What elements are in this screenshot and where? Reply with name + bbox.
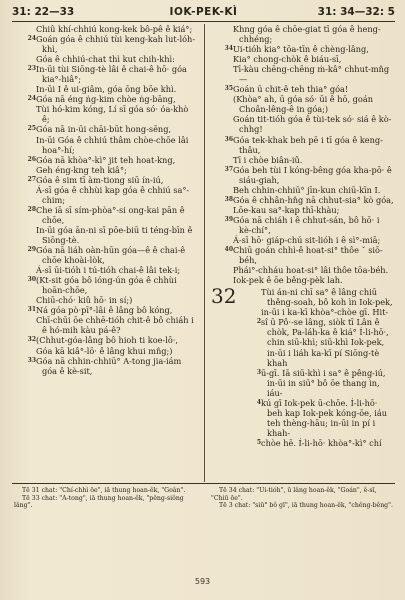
verse-number: 30 — [27, 276, 36, 284]
verse-text: Kia° chong-chòk ê biáu-sī, — [233, 54, 342, 65]
verse-line — [14, 94, 197, 104]
verse-line — [211, 165, 394, 185]
verse-text: Góa nā chhin-chhiū° A-tong jia-iám góa ê kè-sit, — [36, 355, 182, 376]
verse-text: Chī-chūi ōe chhē-tióh chit-ê bô chiáh i ê hó-mih kàu pá-ê? — [36, 315, 194, 336]
verse-line — [239, 368, 394, 398]
chapter-verses — [239, 287, 394, 448]
verse-number: 36 — [224, 135, 233, 143]
verse-number: 2 — [256, 318, 261, 326]
verse-text: Góa beh tùi I kóng-bêng góa kha-pō· ê siáu-giah, — [233, 164, 392, 185]
verse-line — [14, 155, 197, 165]
left-text-column — [14, 24, 197, 376]
verse-line — [14, 315, 197, 335]
verse-text: Ui-tióh kia° tōa-tīn ê chèng-lâng, — [233, 44, 369, 55]
verse-line — [239, 287, 394, 307]
running-header — [12, 6, 395, 22]
verse-line — [211, 245, 394, 265]
verse-text: Góa nā éng ṅg-kim chòe ṅg-bāng, — [36, 94, 176, 105]
verse-line — [211, 135, 394, 155]
right-column-verses — [211, 24, 394, 285]
verse-line — [211, 235, 394, 245]
verse-text: (Khòa° ah, ū góa só· ūi ê hō, goán Choân-lêng-ê in góa;) — [233, 94, 373, 115]
verse-text: Góa nā khòa°-kì° jit teh hoat-kng, — [36, 154, 176, 165]
verse-line — [14, 84, 197, 94]
verse-text: Góa nā chiáh i ê chhut-sán, bô hō· i kè-chí°, — [233, 214, 380, 235]
verse-line — [239, 398, 394, 438]
verse-number: 32 — [27, 336, 36, 344]
verse-line — [211, 114, 394, 134]
verse-line — [14, 225, 197, 245]
verse-number: 40 — [224, 246, 233, 254]
verse-line — [14, 175, 197, 185]
verse-text: Tùi hó-kim kóng, Lí sī góa só· óa-khò ê; — [36, 104, 189, 125]
header-right-reference: 31: 34—32: 5 — [317, 6, 395, 18]
chapter-number: 32 — [211, 284, 237, 309]
verse-text: Goán tit-tióh góa ê tùi-tek só· siá ê kò-chhg! — [233, 114, 392, 135]
verse-text: Lōe-kau sa°-kap thī-khàu; — [233, 204, 340, 215]
verse-line — [211, 155, 394, 165]
verse-text: Geh éng-kng teh kiâ°; — [36, 164, 127, 175]
verse-number: 35 — [224, 85, 233, 93]
verse-line — [14, 335, 197, 345]
verse-text: In-ūi tùi Siōng-tè lâi ê chai-ê hō· góa kia°-hiâ°; — [36, 64, 187, 85]
verse-text: sî ū Pô·-se lâng, siòk tī Lân ê chòk, Pa-láh-ka ê kiá° Í-li-hō·, chin siū-khì; siū-khì Iok-pek, in-ūi i liáh ka-kī pí Siōng-tè khah — [261, 317, 389, 368]
right-text-column — [211, 24, 394, 448]
verse-line — [14, 54, 197, 64]
footnote: Tē 3 chat: "siū° bô gī", iā thung hoan-êk, "chêng-bêng". — [219, 502, 393, 510]
verse-number: 39 — [224, 215, 233, 223]
verse-text: kú gī Iok-pek ū-chōe. Í-li-hō· beh kap Iok-pek kóng-ōe, iáu teh thèng-hāu; in-ūi in pí i khah- — [261, 397, 387, 438]
header-book-title: IOK-PEK-KÌ — [169, 6, 238, 18]
verse-line — [211, 275, 394, 285]
verse-text: ū-gī. Iā siū-khì i sa° ê pêng-iú, in-ūi in siū° bô ōe thang ìn, iáu- — [261, 367, 386, 398]
verse-line — [239, 307, 394, 317]
chapter-block — [211, 284, 394, 448]
verse-line — [211, 205, 394, 215]
verse-line — [239, 317, 394, 367]
verse-text: Góa nā in-ūi chāi-būt hong-sēng, — [36, 124, 172, 135]
verse-number: 5 — [256, 438, 261, 446]
verse-text: In-ūi góa ān-ni sī pōe-biū ti téng-bīn ê Siōng-tè. — [36, 224, 193, 245]
verse-text: Ná góa pò·pī°-lâi ê lâng bô kóng, — [36, 305, 173, 316]
verse-number: 24 — [27, 35, 36, 43]
verse-text: Góa ê chhân-hn̂g nā chhut-sia° kò góa, — [233, 194, 394, 205]
verse-line — [14, 265, 197, 275]
verse-line — [211, 24, 394, 44]
verse-line — [14, 275, 197, 295]
verse-text: Góa ê sim tī àm-tiong siū ín-iú, — [36, 174, 164, 185]
verse-number: 26 — [27, 155, 36, 163]
verse-line — [14, 245, 197, 265]
verse-text: Goán ū chit-ê teh thia° góa! — [233, 84, 349, 95]
verse-text: Tī-kàu chēng-chēng ṁ-kâ° chhut-mn̂g— — [233, 64, 390, 85]
verse-line — [211, 195, 394, 205]
footnotes-left — [14, 487, 197, 510]
verse-number: 37 — [224, 165, 233, 173]
verse-line — [211, 44, 394, 54]
verse-text: (Chhut-góa-lâng bô hioh ti koe-lō·, — [36, 335, 179, 346]
verse-text: Á-sī hō· giáp-chú sit-lióh i ê sì°-miā; — [233, 234, 381, 245]
verse-line — [14, 205, 197, 225]
verse-line — [14, 295, 197, 305]
verse-text: (Kt-sit góa bô ióng-ún góa ê chhùi hoān-chōe, — [36, 275, 177, 296]
verse-line — [14, 165, 197, 175]
verse-text: In-ūi Góa ê chhiú thâm chòe-chōe lâi hoa°-hí; — [36, 134, 189, 155]
verse-line — [211, 54, 394, 64]
verse-text: Chiū-chó· kiû hō· in sí;) — [36, 295, 133, 306]
verse-number: 38 — [224, 195, 233, 203]
verse-number: 34 — [224, 45, 233, 53]
verse-text: Góa nā liáh oàn-hūn góa—ê ê chai-ê chōe khoài-lòk, — [36, 245, 186, 266]
verse-number: 23 — [27, 65, 36, 73]
verse-number: 24 — [27, 95, 36, 103]
verse-text: in-ūi i ka-kī khòa°-chòe gī. Hit- — [261, 307, 389, 318]
verse-line — [14, 64, 197, 84]
verse-text: Beh chhin-chhiū° jīn-kun chiū-kīn I. — [233, 184, 381, 195]
verse-line — [14, 185, 197, 205]
verse-number: 4 — [256, 398, 261, 406]
verse-line — [211, 94, 394, 114]
verse-line — [14, 135, 197, 155]
verse-line — [14, 34, 197, 54]
verse-number: 31 — [27, 306, 36, 314]
verse-line — [14, 346, 197, 356]
verse-line — [211, 265, 394, 275]
verse-number: 3 — [256, 368, 261, 376]
verse-line — [211, 185, 394, 195]
verse-number: 33 — [27, 356, 36, 364]
verse-text: Phái°-chháu hoat-si° lâi thôe tōa-béh. — [233, 265, 389, 276]
verse-line — [14, 104, 197, 124]
verse-text: Che iā sī sím-phòa°-si ong-kai pān ê chōe, — [36, 204, 185, 225]
verse-number: 29 — [27, 246, 36, 254]
verse-text: In-ūi I ê ui-giâm, góa ōng bōe khì. — [36, 84, 177, 95]
verse-line — [239, 438, 394, 448]
footnote: Tē 34 chat: "Ui-tióh", ū lâng hoan-êk, "Goán", ê-sī, "Chiū ōe". — [211, 487, 377, 502]
verse-text: Á-sī ūi-tióh i tú-tióh chai-ê lâi tek-i; — [36, 265, 181, 276]
verse-number: 27 — [27, 175, 36, 183]
verse-line — [211, 215, 394, 235]
column-divider — [204, 24, 205, 482]
verse-text: Á-sī góa ê chhùi kap góa ê chhiú sa°-chim; — [36, 184, 190, 205]
verse-number: 25 — [27, 125, 36, 133]
verse-line — [211, 64, 394, 84]
verse-line — [14, 24, 197, 34]
verse-number: 28 — [27, 205, 36, 213]
verse-text: Góa tek-khak beh pē i tī góa ê keng-thâu, — [233, 134, 383, 155]
header-rule — [12, 21, 395, 22]
verse-text: Góa ê chhiú-chat thì kut chih-khì: — [36, 54, 175, 65]
footnote-rule — [12, 483, 395, 484]
footnotes-right — [211, 487, 394, 510]
verse-text: Goán góa ê chhiú tùi keng-kah lut-lóh-khì, — [36, 34, 196, 55]
verse-text: Tī i chòe biân-iû. — [233, 154, 303, 165]
verse-text: Chiū goán chhì-ê hoat-si° thôe ˇ siō-béh, — [233, 245, 383, 266]
verse-text: Chiû khí-chhiú kong-kek bô-pê ê kiá°; — [36, 24, 193, 34]
footnote: Tē 33 chat: "A-tong", iā thung hoan-êk, "pêng-siông lâng". — [14, 494, 184, 510]
verse-line — [14, 124, 197, 134]
header-left-reference: 31: 22—33 — [12, 6, 75, 18]
footnote: Tē 31 chat: "Chí-chhì ōe", iā thung hoan-êk, "Goân". — [22, 487, 186, 494]
verse-line — [14, 305, 197, 315]
verse-text: chòe hē. Í-li-hō· khòa°-kì° chí — [261, 437, 382, 448]
verse-line — [211, 84, 394, 94]
verse-text: Góa kā kiâ°-lō· ê lâng khui mn̂g;) — [36, 345, 173, 356]
page-number: 593 — [194, 577, 211, 586]
verse-line — [14, 356, 197, 376]
verse-text: Tùi án-ni chī sa° ê lâng chiū thêng-soah, bô koh ìn Iok-pek, — [261, 287, 393, 308]
verse-text: Khng góa ê chōe-giat tī góa ê heng-chhéng; — [233, 24, 381, 45]
verse-text: Iok-pek ê ōe bêng-pèk lah. — [233, 275, 343, 286]
